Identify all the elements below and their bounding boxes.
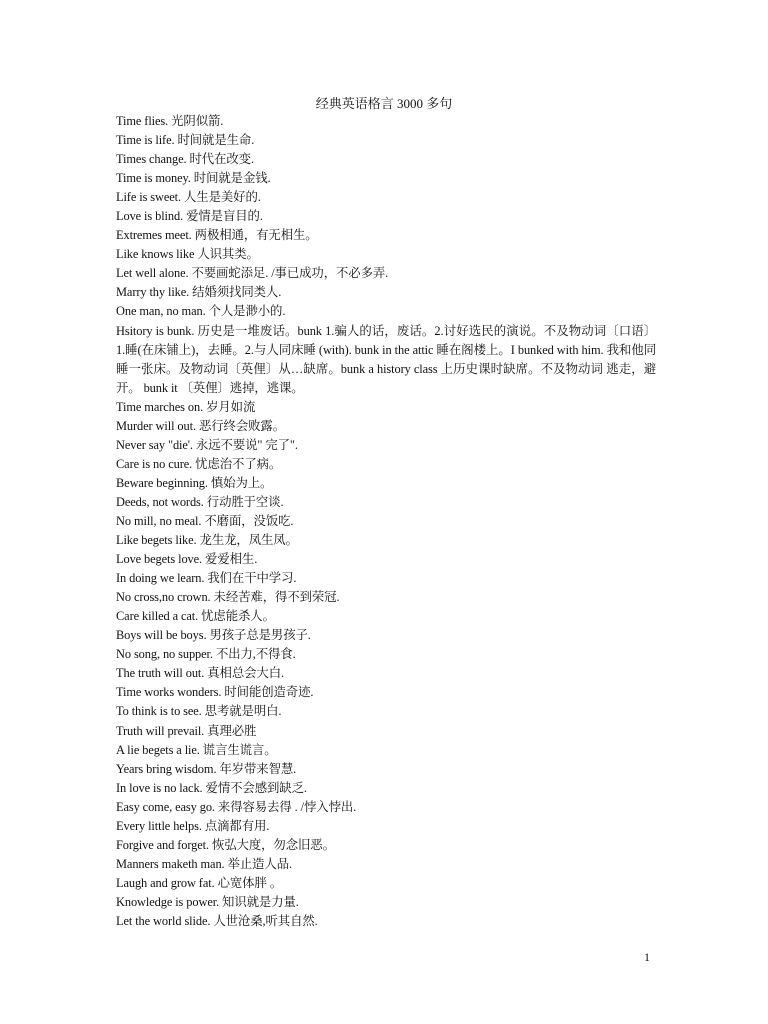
document-title: 经典英语格言 3000 多句: [315, 96, 453, 111]
proverb-line: Time works wonders. 时间能创造奇迹.: [116, 685, 314, 700]
proverb-line: The truth will out. 真相总会大白.: [116, 666, 285, 681]
proverb-line: Beware beginning. 慎始为上。: [116, 475, 273, 490]
proverb-line: No song, no supper. 不出力,不得食.: [116, 647, 296, 662]
proverb-line: Knowledge is power. 知识就是力量.: [116, 894, 299, 909]
proverb-line: Truth will prevail. 真理必胜: [116, 723, 257, 738]
proverb-line: No cross,no crown. 未经苦难，得不到荣冠.: [116, 590, 340, 605]
proverb-line: Easy come, easy go. 来得容易去得 . /悖入悖出.: [116, 799, 357, 814]
proverb-line: Time is life. 时间就是生命.: [116, 133, 255, 148]
proverb-line: To think is to see. 思考就是明白.: [116, 704, 282, 719]
proverb-line: No mill, no meal. 不磨面，没饭吃.: [116, 513, 294, 528]
proverb-line: Let well alone. 不要画蛇添足. /事已成功，不必多弄.: [116, 266, 389, 281]
page-number: 1: [644, 950, 650, 964]
proverb-line: Forgive and forget. 恢弘大度，勿念旧恶。: [116, 837, 335, 852]
proverb-line: Love is blind. 爱情是盲目的.: [116, 209, 263, 224]
proverb-paragraph-bunk: Hsitory is bunk. 历史是一堆废话。bunk 1.骗人的话，废话。2.讨好选民的演说。不及物动词〔口语〕1.睡(在床铺上)，去睡。2.与人同床睡 (with). bunk in the attic 睡在阁楼上。I bunked with him. 我和他同睡一张床。及物动词〔英俚〕从…缺席。bunk a history class 上历史课时缺席。不及物动词 逃走，避开。 bunk it 〔英俚〕逃掉，逃课。: [116, 323, 656, 395]
proverb-line: Like begets like. 龙生龙，凤生凤。: [116, 533, 298, 548]
proverb-line: Murder will out. 恶行终会败露。: [116, 418, 285, 433]
proverb-line: Times change. 时代在改变.: [116, 152, 254, 167]
proverb-line: Care is no cure. 忧虑治不了病。: [116, 456, 282, 471]
proverb-line: Love begets love. 爱爱相生.: [116, 552, 258, 567]
proverb-line: Never say "die'. 永远不要说" 完了".: [116, 437, 298, 452]
proverb-line: Marry thy like. 结婚须找同类人.: [116, 285, 282, 300]
proverb-line: In doing we learn. 我们在干中学习.: [116, 571, 297, 586]
proverb-line: Boys will be boys. 男孩子总是男孩子.: [116, 628, 311, 643]
proverb-line: Life is sweet. 人生是美好的.: [116, 190, 261, 205]
proverb-list: [116, 112, 656, 931]
proverb-line: Laugh and grow fat. 心宽体胖 。: [116, 875, 283, 890]
proverb-line: Like knows like 人识其类。: [116, 247, 259, 262]
proverb-line: One man, no man. 个人是渺小的.: [116, 304, 286, 319]
proverb-line: In love is no lack. 爱情不会感到缺乏.: [116, 780, 307, 795]
proverb-line: A lie begets a lie. 谎言生谎言。: [116, 742, 277, 757]
proverb-line: Years bring wisdom. 年岁带来智慧.: [116, 761, 297, 776]
proverb-line: Time is money. 时间就是金钱.: [116, 171, 271, 186]
proverb-line: Let the world slide. 人世沧桑,听其自然.: [116, 913, 318, 928]
proverb-line: Deeds, not words. 行动胜于空谈.: [116, 494, 284, 509]
proverb-line: Time marches on. 岁月如流: [116, 399, 256, 414]
proverb-line: Every little helps. 点滴都有用.: [116, 818, 270, 833]
proverb-line: Care killed a cat. 忧虑能杀人。: [116, 609, 275, 624]
proverb-line: Manners maketh man. 举止造人品.: [116, 856, 292, 871]
proverb-line: Time flies. 光阴似箭.: [116, 114, 224, 128]
proverb-line: Extremes meet. 两极相通，有无相生。: [116, 228, 318, 243]
